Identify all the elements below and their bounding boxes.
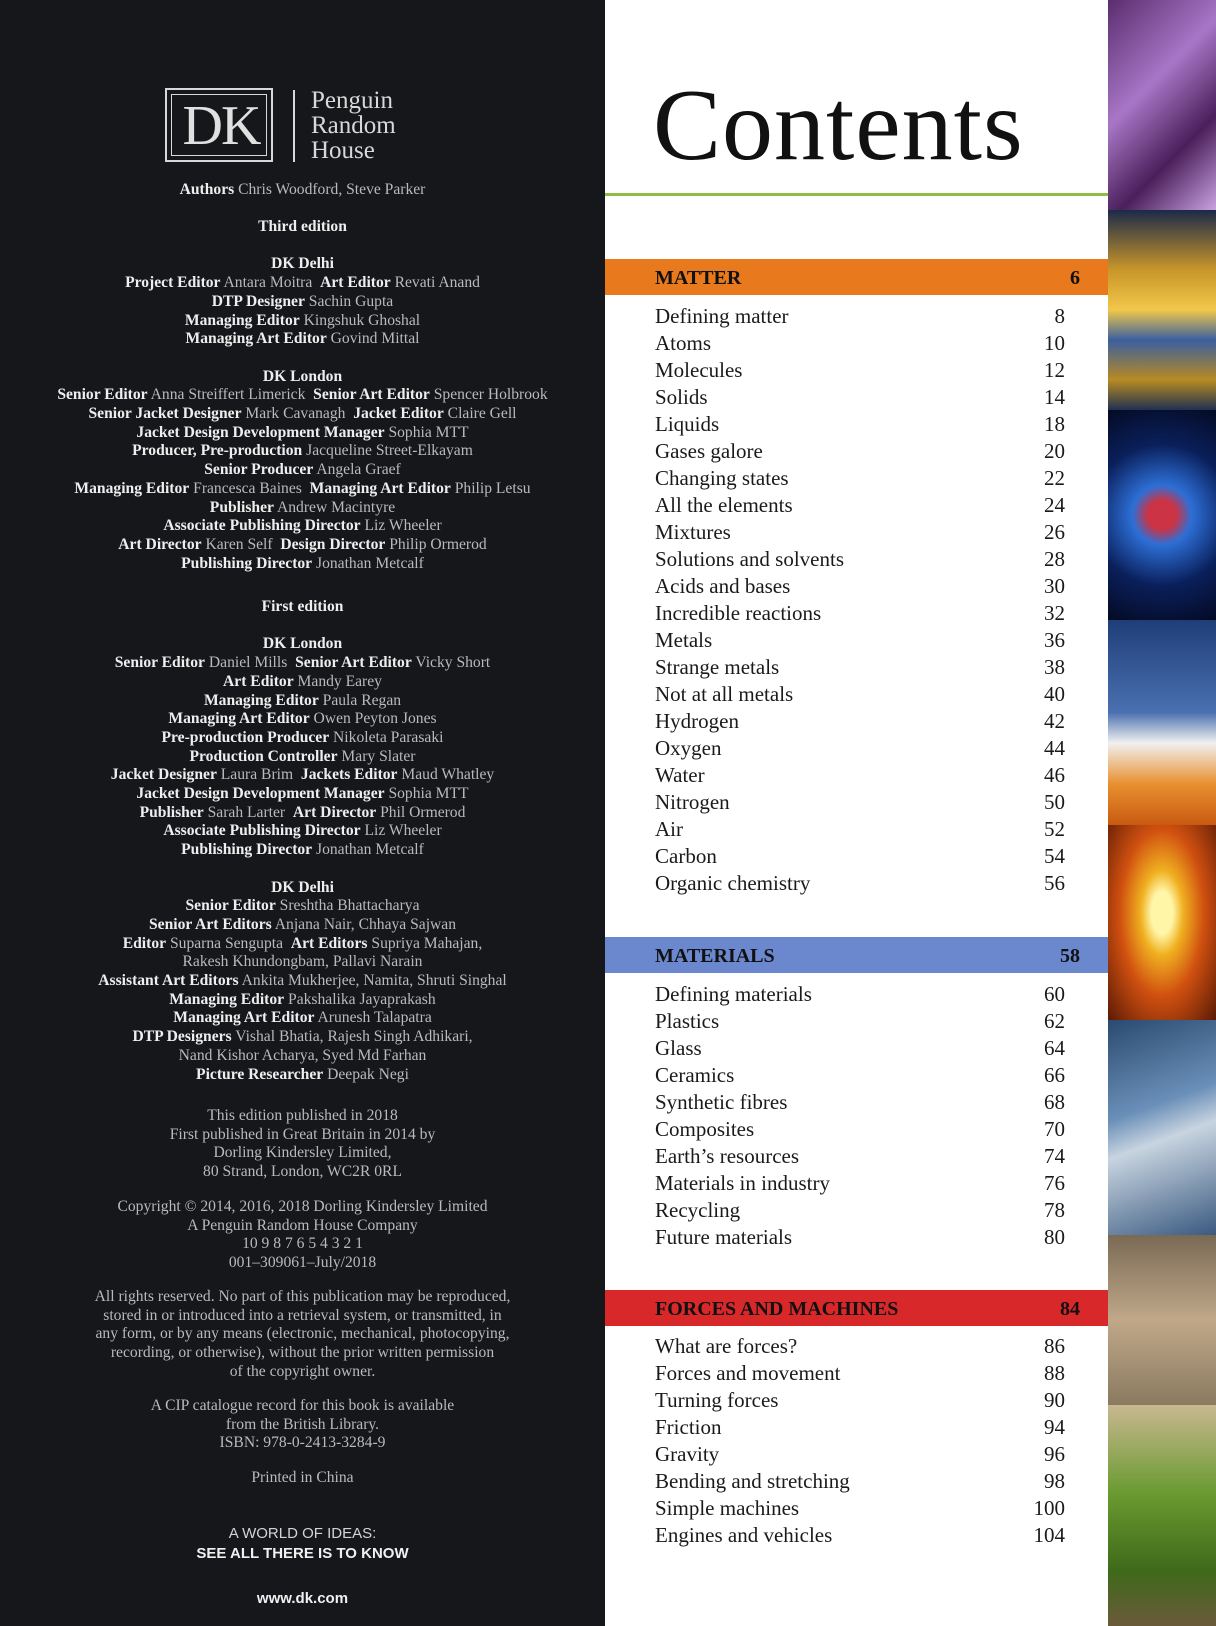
credit-name: Andrew Macintyre (276, 498, 396, 516)
credit-name: Philip Letsu (454, 479, 531, 497)
entry-title: Hydrogen (655, 709, 739, 733)
glass-building-photo (1108, 1020, 1216, 1235)
credit-name: Revati Anand (394, 274, 480, 292)
credit-name: Phil Ormerod (380, 803, 466, 821)
entry-page: 68 (1044, 1090, 1065, 1114)
credit-role: Design Director (280, 535, 386, 553)
credit-name: Sarah Larter (207, 803, 286, 821)
credit-role: Publisher (209, 498, 274, 516)
publication-info (0, 1107, 605, 1182)
credit-name: Jonathan Metcalf (316, 841, 424, 859)
credit-name: Kingshuk Ghoshal (303, 311, 421, 329)
entry-page: 54 (1044, 844, 1065, 868)
tagline-line-2: SEE ALL THERE IS TO KNOW (196, 1545, 409, 1562)
entry-page: 30 (1044, 574, 1065, 598)
credit-name: Vicky Short (415, 654, 491, 672)
credit-name: Ankita Mukherjee, Namita, Shruti Singhal (241, 972, 507, 990)
entry-title: Composites (655, 1117, 755, 1141)
dome-structure-photo (1108, 1235, 1216, 1405)
entry-page: 12 (1044, 358, 1065, 382)
entry-title: Materials in industry (655, 1171, 830, 1195)
credit-role: Associate Publishing Director (163, 517, 361, 535)
info-line: ISBN: 978-0-2413-3284-9 (219, 1434, 386, 1452)
entry-page: 42 (1044, 709, 1065, 733)
matter-entries (655, 303, 1065, 897)
entry-page: 74 (1044, 1144, 1065, 1168)
section-name: FORCES AND MACHINES (655, 1298, 899, 1320)
credit-name: Sachin Gupta (308, 292, 394, 310)
contents-entry (655, 411, 1065, 438)
credit-name: Laura Brim (220, 766, 294, 784)
entry-title: Metals (655, 628, 713, 652)
entry-page: 10 (1044, 331, 1065, 355)
credit-name: Mary Slater (341, 747, 416, 765)
info-line: Copyright © 2014, 2016, 2018 Dorling Kindersley Limited (117, 1198, 488, 1215)
credit-role: Jacket Design Development Manager (136, 423, 385, 441)
third-edition-credits (0, 218, 605, 573)
office-heading: DK Delhi (271, 878, 334, 896)
entry-title: Not at all metals (655, 682, 794, 706)
publisher-logo (165, 88, 445, 168)
entry-page: 62 (1044, 1009, 1065, 1033)
entry-title: Acids and bases (655, 574, 791, 598)
entry-title: Forces and movement (655, 1361, 841, 1385)
entry-title: Liquids (655, 412, 720, 436)
contents-entry (655, 708, 1065, 735)
contents-entry (655, 681, 1065, 708)
contents-entry (655, 1495, 1065, 1522)
entry-title: Turning forces (655, 1388, 779, 1412)
office-heading: DK London (262, 367, 343, 385)
entry-page: 86 (1044, 1334, 1065, 1358)
entry-title: Synthetic fibres (655, 1090, 788, 1114)
entry-title: Glass (655, 1036, 702, 1060)
contents-entry (655, 1522, 1065, 1549)
cip-record (0, 1397, 605, 1453)
credit-name: Karen Self (205, 535, 273, 553)
entry-page: 60 (1044, 982, 1065, 1006)
entry-page: 22 (1044, 466, 1065, 490)
credit-name: Francesca Baines (193, 479, 302, 497)
entry-page: 28 (1044, 547, 1065, 571)
entry-page: 24 (1044, 493, 1065, 517)
credit-role: DTP Designers (132, 1028, 232, 1046)
entry-title: Bending and stretching (655, 1469, 850, 1493)
entry-title: Nitrogen (655, 790, 730, 814)
credit-role: Senior Art Editors (148, 915, 272, 933)
credit-role: Art Editor (223, 672, 294, 690)
credit-role: Senior Producer (204, 461, 314, 479)
entry-title: Mixtures (655, 520, 731, 544)
contents-entry (655, 1116, 1065, 1143)
credit-name: Angela Graef (316, 461, 401, 479)
entry-page: 64 (1044, 1036, 1065, 1060)
info-line: recording, or otherwise), without the prior written permission (110, 1344, 495, 1362)
contents-entry (655, 1387, 1065, 1414)
contents-entry (655, 492, 1065, 519)
entry-page: 50 (1044, 790, 1065, 814)
entry-title: Oxygen (655, 736, 722, 760)
entry-page: 98 (1044, 1469, 1065, 1493)
credit-role: Picture Researcher (196, 1065, 324, 1083)
entry-page: 80 (1044, 1225, 1065, 1249)
credit-role: Editor (122, 934, 167, 952)
credit-name: Liz Wheeler (364, 822, 442, 840)
entry-title: Gravity (655, 1442, 720, 1466)
contents-entry (655, 981, 1065, 1008)
entry-title: Organic chemistry (655, 871, 811, 895)
dk-logo-box (165, 88, 273, 162)
entry-title: Ceramics (655, 1063, 735, 1087)
info-line: First published in Great Britain in 2014 by (169, 1125, 436, 1143)
entry-title: Air (655, 817, 683, 841)
contents-entry (655, 546, 1065, 573)
digger-vehicle-photo (1108, 1405, 1216, 1626)
credit-name: Nikoleta Parasaki (333, 728, 444, 746)
entry-page: 78 (1044, 1198, 1065, 1222)
credit-role: Jacket Designer (110, 766, 217, 784)
credit-name: Paula Regan (322, 691, 402, 709)
entry-page: 56 (1044, 871, 1065, 895)
section-name: MATTER (655, 267, 742, 289)
authors-line (0, 181, 605, 200)
section-page: 58 (1060, 945, 1080, 967)
credit-name: Daniel Mills (208, 654, 288, 672)
contents-entry (655, 600, 1065, 627)
info-line: of the copyright owner. (229, 1362, 376, 1380)
contents-entry (655, 789, 1065, 816)
entry-title: What are forces? (655, 1334, 798, 1358)
entry-page: 14 (1044, 385, 1065, 409)
info-line: A Penguin Random House Company (187, 1216, 418, 1234)
credit-role: Art Editor (320, 274, 391, 292)
info-line: 80 Strand, London, WC2R 0RL (203, 1163, 402, 1181)
entry-title: Engines and vehicles (655, 1523, 833, 1547)
entry-title: Atoms (655, 331, 712, 355)
info-line: 10 9 8 7 6 5 4 3 2 1 (242, 1235, 363, 1253)
credit-name: Nand Kishor Acharya, Syed Md Farhan (178, 1046, 427, 1064)
credit-name: Owen Peyton Jones (313, 710, 437, 728)
contents-entry (655, 519, 1065, 546)
credit-role: Associate Publishing Director (163, 822, 361, 840)
contents-entry (655, 654, 1065, 681)
credit-name: Deepak Negi (327, 1065, 409, 1083)
credit-name: Arunesh Talapatra (317, 1009, 432, 1027)
credit-role: Senior Editor (185, 897, 276, 915)
photo-strip (1108, 0, 1216, 1626)
entry-title: Strange metals (655, 655, 780, 679)
credit-name: Sophia MTT (388, 785, 469, 803)
contents-page (605, 0, 1108, 1626)
credit-role: Jacket Design Development Manager (136, 785, 385, 803)
contents-entry (655, 816, 1065, 843)
info-line: from the British Library. (225, 1415, 380, 1433)
contents-entry (655, 870, 1065, 897)
credit-role: Managing Art Editor (168, 710, 310, 728)
credit-name: Supriya Mahajan, (371, 934, 483, 952)
credit-name: Philip Ormerod (389, 535, 487, 553)
credit-role: Publishing Director (181, 554, 313, 572)
tagline (0, 1524, 605, 1564)
golden-mask-photo (1108, 210, 1216, 410)
atom-model-photo (1108, 410, 1216, 620)
section-header-materials (605, 937, 1108, 973)
credit-role: Assistant Art Editors (98, 972, 239, 990)
wordmark-line: Penguin (311, 87, 393, 114)
credit-name: Anna Streiffert Limerick (150, 386, 306, 404)
credit-name: Spencer Holbrook (433, 386, 548, 404)
credit-role: Production Controller (189, 747, 338, 765)
credit-name: Anjana Nair, Chhaya Sajwan (274, 915, 457, 933)
credit-name: Antara Moitra (223, 274, 313, 292)
contents-entry (655, 1360, 1065, 1387)
entry-title: Solutions and solvents (655, 547, 845, 571)
contents-entry (655, 1197, 1065, 1224)
entry-title: Defining matter (655, 304, 789, 328)
entry-page: 8 (1054, 304, 1065, 328)
credit-role: Authors (179, 181, 235, 198)
rights-notice (0, 1288, 605, 1382)
credit-role: Jackets Editor (300, 766, 398, 784)
contents-entry (655, 735, 1065, 762)
credit-name: Sophia MTT (388, 423, 469, 441)
credit-role: Publishing Director (181, 841, 313, 859)
printed-in (0, 1469, 605, 1488)
contents-entry (655, 330, 1065, 357)
entry-title: Friction (655, 1415, 722, 1439)
imprint-page (0, 0, 605, 1626)
entry-title: Incredible reactions (655, 601, 822, 625)
entry-page: 90 (1044, 1388, 1065, 1412)
credit-name: Vishal Bhatia, Rajesh Singh Adhikari, (235, 1028, 473, 1046)
contents-entry (655, 384, 1065, 411)
credit-role: DTP Designer (211, 292, 305, 310)
credit-role: Art Editors (290, 934, 368, 952)
credit-role: Senior Editor (57, 386, 148, 404)
entry-page: 38 (1044, 655, 1065, 679)
credit-role: Managing Editor (203, 691, 319, 709)
credit-role: Senior Art Editor (313, 386, 430, 404)
wordmark-line: House (311, 137, 375, 164)
entry-page: 76 (1044, 1171, 1065, 1195)
entry-page: 44 (1044, 736, 1065, 760)
credit-role: Producer, Pre-production (132, 442, 303, 460)
contents-entry (655, 1468, 1065, 1495)
info-line: This edition published in 2018 (207, 1107, 398, 1124)
credit-role: Art Director (292, 803, 377, 821)
entry-page: 20 (1044, 439, 1065, 463)
credit-role: Managing Editor (169, 990, 285, 1008)
contents-entry (655, 465, 1065, 492)
entry-title: Carbon (655, 844, 717, 868)
section-header-forces-and-machines (605, 1290, 1108, 1326)
entry-title: Molecules (655, 358, 743, 382)
amethyst-crystal-photo (1108, 0, 1216, 210)
credit-role: Managing Art Editor (185, 330, 327, 348)
credit-name: Rakesh Khundongbam, Pallavi Narain (182, 953, 423, 971)
dk-logo-letters: DK (182, 95, 260, 157)
credit-role: Managing Art Editor (309, 479, 451, 497)
entry-page: 104 (1033, 1523, 1065, 1547)
edition-heading: Third edition (258, 218, 347, 235)
title-rule (605, 193, 1108, 196)
credit-name: Chris Woodford, Steve Parker (238, 181, 426, 198)
credit-name: Maud Whatley (401, 766, 495, 784)
credit-name: Pakshalika Jayaprakash (288, 990, 436, 1008)
copyright-info (0, 1198, 605, 1273)
edition-heading: First edition (261, 598, 344, 615)
contents-entry (655, 1170, 1065, 1197)
info-line: stored in or introduced into a retrieval system, or transmitted, in (103, 1306, 502, 1324)
contents-entry (655, 1035, 1065, 1062)
first-edition-credits (0, 598, 605, 1084)
printed-text: Printed in China (251, 1469, 354, 1486)
entry-page: 66 (1044, 1063, 1065, 1087)
section-page: 84 (1060, 1298, 1080, 1320)
info-line: Dorling Kindersley Limited, (213, 1144, 392, 1162)
entry-page: 40 (1044, 682, 1065, 706)
contents-entry (655, 303, 1065, 330)
credit-name: Jonathan Metcalf (316, 554, 424, 572)
entry-page: 100 (1033, 1496, 1065, 1520)
contents-entry (655, 1062, 1065, 1089)
contents-entry (655, 1143, 1065, 1170)
contents-entry (655, 1441, 1065, 1468)
entry-title: Changing states (655, 466, 789, 490)
credit-role: Senior Art Editor (295, 654, 412, 672)
contents-entry (655, 1333, 1065, 1360)
credit-name: Mandy Earey (297, 672, 382, 690)
contents-entry (655, 573, 1065, 600)
entry-title: Plastics (655, 1009, 720, 1033)
wordmark-line: Random (311, 112, 396, 139)
section-page: 6 (1070, 267, 1080, 289)
credit-role: Publisher (139, 803, 204, 821)
office-heading: DK London (262, 635, 343, 653)
office-heading: DK Delhi (271, 255, 334, 273)
entry-page: 70 (1044, 1117, 1065, 1141)
contents-entry (655, 357, 1065, 384)
entry-page: 88 (1044, 1361, 1065, 1385)
entry-page: 32 (1044, 601, 1065, 625)
credit-role: Jacket Editor (353, 405, 444, 423)
entry-page: 46 (1044, 763, 1065, 787)
entry-page: 52 (1044, 817, 1065, 841)
info-line: 001–309061–July/2018 (228, 1254, 377, 1272)
entry-title: Defining materials (655, 982, 812, 1006)
credit-role: Managing Art Editor (173, 1009, 315, 1027)
credit-role: Art Director (118, 535, 202, 553)
page-title: Contents (653, 69, 1024, 182)
website-url: www.dk.com (256, 1590, 349, 1607)
contents-entry (655, 1414, 1065, 1441)
entry-title: Recycling (655, 1198, 741, 1222)
credit-role: Senior Editor (114, 654, 205, 672)
contents-entry (655, 762, 1065, 789)
entry-page: 36 (1044, 628, 1065, 652)
contents-entry (655, 438, 1065, 465)
credit-name: Sreshtha Bhattacharya (279, 897, 420, 915)
credit-name: Jacqueline Street-Elkayam (306, 442, 473, 460)
entry-title: Earth’s resources (655, 1144, 800, 1168)
entry-title: Water (655, 763, 705, 787)
section-name: MATERIALS (655, 945, 775, 967)
entry-page: 18 (1044, 412, 1065, 436)
entry-page: 96 (1044, 1442, 1065, 1466)
credit-role: Managing Editor (74, 479, 190, 497)
contents-entry (655, 627, 1065, 654)
forces-entries (655, 1333, 1065, 1549)
penguin-random-house-wordmark (311, 88, 451, 163)
logo-divider (293, 90, 295, 162)
section-header-matter (605, 259, 1108, 295)
credit-role: Project Editor (125, 274, 221, 292)
contents-entry (655, 1089, 1065, 1116)
entry-page: 26 (1044, 520, 1065, 544)
credit-name: Mark Cavanagh (245, 405, 346, 423)
info-line: any form, or by any means (electronic, mechanical, photocopying, (95, 1325, 510, 1343)
entry-title: Future materials (655, 1225, 793, 1249)
credit-role: Senior Jacket Designer (88, 405, 242, 423)
credit-role: Managing Editor (184, 311, 300, 329)
entry-title: Gases galore (655, 439, 763, 463)
entry-title: Simple machines (655, 1496, 800, 1520)
credit-name: Suparna Sengupta (169, 934, 284, 952)
credit-name: Claire Gell (447, 405, 517, 423)
entry-title: Solids (655, 385, 708, 409)
contents-entry (655, 1224, 1065, 1251)
info-line: A CIP catalogue record for this book is available (150, 1397, 455, 1414)
light-bulb-photo (1108, 825, 1216, 1020)
credit-role: Pre-production Producer (161, 728, 330, 746)
contents-entry (655, 1008, 1065, 1035)
info-line: All rights reserved. No part of this publication may be reproduced, (94, 1288, 511, 1305)
credit-name: Govind Mittal (330, 330, 420, 348)
materials-entries (655, 981, 1065, 1251)
credit-name: Liz Wheeler (364, 517, 442, 535)
entry-title: All the elements (655, 493, 793, 517)
space-shuttle-launch-photo (1108, 620, 1216, 825)
entry-page: 94 (1044, 1415, 1065, 1439)
tagline-line-1: A WORLD OF IDEAS: (228, 1525, 377, 1542)
contents-entry (655, 843, 1065, 870)
